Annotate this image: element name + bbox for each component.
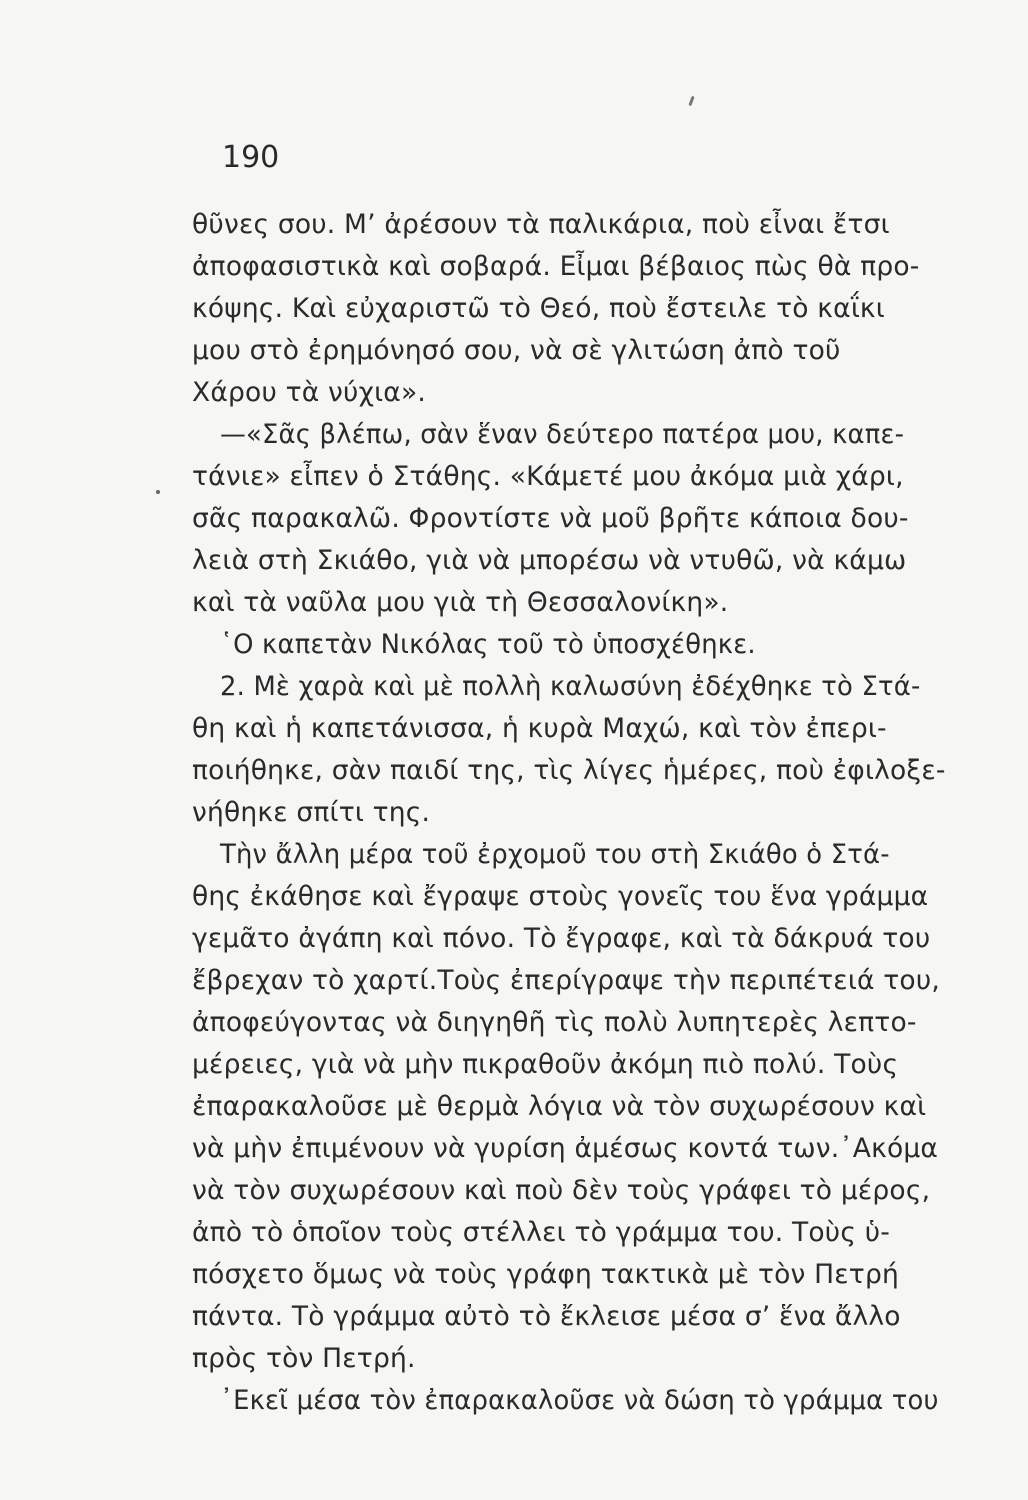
- text-line: κόψης. Καὶ εὐχαριστῶ τὸ Θεό, ποὺ ἔστειλε τὸ καΐκι: [192, 293, 885, 324]
- page-number: 190: [222, 140, 280, 175]
- text-line: πόσχετο ὅμως νὰ τοὺς γράφη τακτικὰ μὲ τὸν Πετρή: [192, 1259, 899, 1290]
- text-line: γεμᾶτο ἀγάπη καὶ πόνο. Τὸ ἔγραφε, καὶ τὰ δάκρυά του: [192, 923, 931, 954]
- text-line: ἀποφασιστικὰ καὶ σοβαρά. Εἶμαι βέβαιος πὼς θὰ προ-: [192, 251, 920, 282]
- text-line: θης ἐκάθησε καὶ ἔγραψε στοὺς γονεῖς του ἕνα γράμμα: [192, 881, 929, 912]
- text-line: Τὴν ἄλλη μέρα τοῦ ἐρχομοῦ του στὴ Σκιάθο ὁ Στά-: [220, 839, 890, 870]
- text-line: νήθηκε σπίτι της.: [192, 797, 431, 828]
- text-line: 2. Μὲ χαρὰ καὶ μὲ πολλὴ καλωσύνη ἐδέχθηκε τὸ Στά-: [220, 671, 921, 702]
- text-line: —«Σᾶς βλέπω, σὰν ἕναν δεύτερο πατέρα μου, καπε-: [220, 419, 905, 450]
- text-line: ποιήθηκε, σὰν παιδί της, τὶς λίγες ἡμέρες, ποὺ ἐφιλοξε-: [192, 755, 946, 786]
- text-line: ᾿Εκεῖ μέσα τὸν ἐπαρακαλοῦσε νὰ δώση τὸ γράμμα του: [220, 1385, 939, 1416]
- text-line: ἐπαρακαλοῦσε μὲ θερμὰ λόγια νὰ τὸν συχωρέσουν καὶ: [192, 1091, 927, 1122]
- ink-mark: [688, 96, 694, 106]
- text-line: νὰ μὴν ἐπιμένουν νὰ γυρίση ἀμέσως κοντά των.᾿Ακόμα: [192, 1133, 939, 1164]
- text-line: νὰ τὸν συχωρέσουν καὶ ποὺ δὲν τοὺς γράφει τὸ μέρος,: [192, 1175, 931, 1206]
- text-line: ἀπὸ τὸ ὁποῖον τοὺς στέλλει τὸ γράμμα του. Τοὺς ὑ-: [192, 1217, 890, 1248]
- text-line: πάντα. Τὸ γράμμα αὐτὸ τὸ ἔκλεισε μέσα σ’ ἕνα ἄλλο: [192, 1301, 901, 1332]
- text-line: θη καὶ ἡ καπετάνισσα, ἡ κυρὰ Μαχώ, καὶ τὸν ἐπερι-: [192, 713, 887, 744]
- text-line: καὶ τὰ ναῦλα μου γιὰ τὴ Θεσσαλονίκη».: [192, 587, 729, 618]
- text-line: ἀποφεύγοντας νὰ διηγηθῆ τὶς πολὺ λυπητερὲς λεπτο-: [192, 1007, 917, 1038]
- text-line: μέρειες, γιὰ νὰ μὴν πικραθοῦν ἀκόμη πιὸ πολύ. Τοὺς: [192, 1049, 899, 1080]
- text-line: πρὸς τὸν Πετρή.: [192, 1343, 416, 1374]
- ink-dot: [156, 490, 160, 494]
- text-line: Χάρου τὰ νύχια».: [192, 377, 426, 408]
- text-line: ῾Ο καπετὰν Νικόλας τοῦ τὸ ὑποσχέθηκε.: [220, 629, 756, 660]
- text-line: λειὰ στὴ Σκιάθο, γιὰ νὰ μπορέσω νὰ ντυθῶ, νὰ κάμω: [192, 545, 907, 576]
- text-line: σᾶς παρακαλῶ. Φροντίστε νὰ μοῦ βρῆτε κάποια δου-: [192, 503, 909, 534]
- text-line: μου στὸ ἐρημόνησό σου, νὰ σὲ γλιτώση ἀπὸ τοῦ: [192, 335, 841, 366]
- text-line: τάνιε» εἶπεν ὁ Στάθης. «Κάμετέ μου ἀκόμα μιὰ χάρι,: [192, 461, 904, 492]
- text-line: θῦνες σου. Μ’ ἀρέσουν τὰ παλικάρια, ποὺ εἶναι ἔτσι: [192, 209, 890, 240]
- text-line: ἔβρεχαν τὸ χαρτί.Τοὺς ἐπερίγραψε τὴν περιπέτειά του,: [192, 965, 941, 996]
